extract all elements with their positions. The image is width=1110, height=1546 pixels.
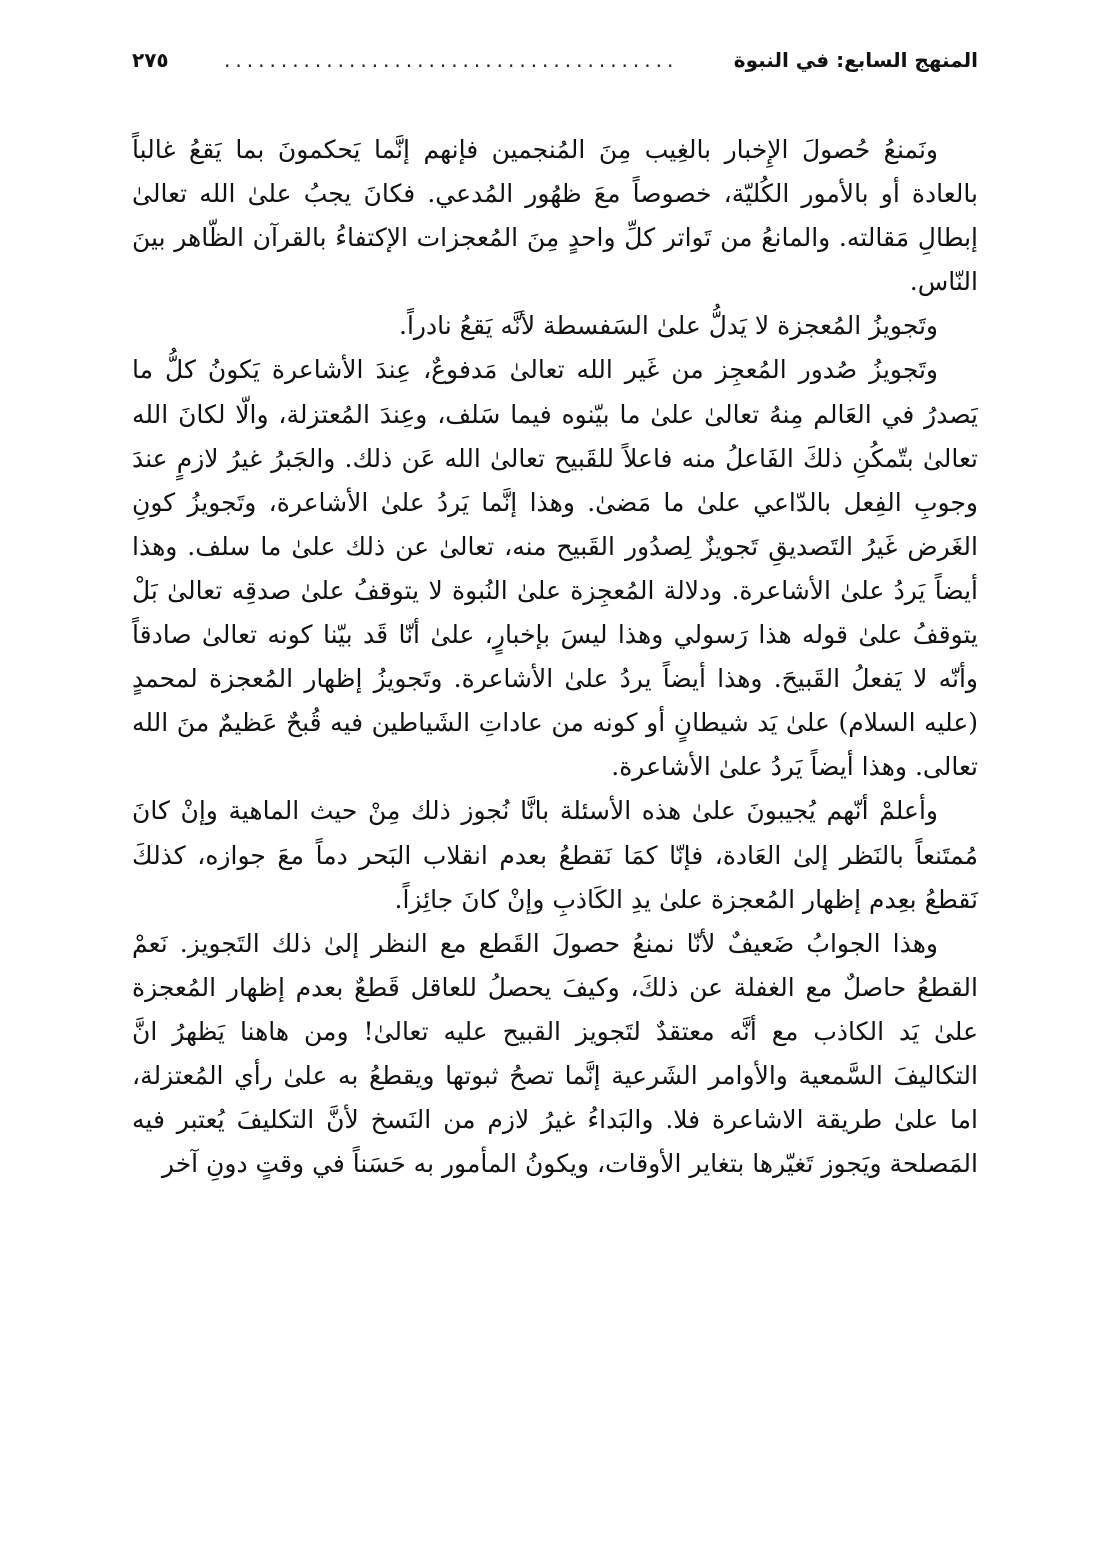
page-number: ٢٧٥ [132,48,169,72]
paragraph: وتَجويزُ المُعجزة لا يَدلُّ علىٰ السَفسطة لأنَّه يَقعُ نادراً. [399,311,938,341]
paragraph: وهذا الجوابُ ضَعيفٌ لأنّا نمنعُ حصولَ القَطع مع النظر إلىٰ ذلك التَجويز. نَعمْ القطعُ حاصلٌ مع الغفلة عن ذلكَ، وكيفَ يحصلُ للعاقل قَطعٌ بعدم إظهار المُعجزة علىٰ يَد الكاذب مع أنَّه معتقدٌ لتَجويز القبيح عليه تعالىٰ! ومن هاهنا يَظهرُ انَّ التكاليفَ السَّمعية والأوامر الشَرعية إنَّما تصحُ ثبوتها ويقطعُ به علىٰ رأي المُعتزلة، اما علىٰ طريقة الاشاعرة فلا. والبَداءُ غيرُ لازم من النَسخ لأنَّ التكليفَ يُعتبر فيه المَصلحة ويَجوز تَغيّرها بتغاير الأوقات، ويكونُ المأمور به حَسَناً في وقتٍ دونِ آخر [132,928,978,1179]
chapter-title: المنهج السابع: في النبوة [733,48,978,72]
body-text [132,128,978,1186]
paragraph: وأعلمْ أنّهم يُجيبونَ علىٰ هذه الأسئلة بانَّا نُجوز ذلك مِنْ حيث الماهية وإنْ كانَ مُمتَنعاً بالنَظر إلىٰ العَادة، فإنّا كمَا نَقطعُ بعدم انقلاب البَحر دماً معَ جوازه، كذلكَ نَقطعُ بعِدم إظهار المُعجزة علىٰ يدِ الكَاذبِ وإنْ كانَ جائِزاً. [132,796,978,914]
paragraph: ونَمنعُ حُصولَ الإِخبار بالغِيب مِنَ المُنجمين فإنهم إنَّما يَحكمونَ بما يَقعُ غالباً بالعادة أو بالأمور الكُليّة، خصوصاً معَ ظهُور المُدعي. فكانَ يجبُ علىٰ الله تعالىٰ إبطالِ مَقالته. والمانعُ من تَواتر كلِّ واحدٍ مِنَ المُعجزات الإكتفاءُ بالقرآن الظّاهر بينَ النّاس. [132,135,978,297]
paragraph: وتَجويزُ صُدور المُعجِز من غَير الله تعالىٰ مَدفوعٌ، عِندَ الأشاعرة يَكونُ كلُّ ما يَصدرُ في العَالم مِنهُ تعالىٰ علىٰ ما بيّنوه فيما سَلف، وعِندَ المُعتزلة، والّا لكانَ الله تعالىٰ بتّمكُنِ ذلكَ الفَاعلُ منه فاعلاً للقَبيح تعالىٰ الله عَن ذلك. والجَبرُ غيرُ لازمٍ عندَ وجوبِ الفِعل بالدّاعي علىٰ ما مَضىٰ. وهذا إنَّما يَردُ علىٰ الأشاعرة، وتَجويزُ كونِ الغَرض غَيرُ التَصديقِ تَجويزٌ لِصدُور القَبيح منه، تعالىٰ عن ذلك علىٰ ما سلف. وهذا أيضاً يَردُ علىٰ الأشاعرة. ودلالة المُعجِزة علىٰ النُبوة لا يتوقفُ علىٰ صدقِه تعالىٰ بَلْ يتوقفُ علىٰ قوله هذا رَسولي وهذا ليسَ بإخبارٍ، علىٰ أنّا قَد بيّنا كونه تعالىٰ صادقاً وأنّه لا يَفعلُ القَبيحَ. وهذا أيضاً يردُ علىٰ الأشاعرة. وتَجويزُ إظهار المُعجزة لمحمدٍ (عليه السلام) علىٰ يَد شيطانٍ أو كونه من عاداتِ الشَياطين فيه قُبحٌ عَظيمٌ منَ الله تعالى. وهذا أيضاً يَردُ علىٰ الأشاعرة. [132,355,978,782]
running-header [132,40,978,80]
leader-dots: ........................................ [224,48,679,72]
